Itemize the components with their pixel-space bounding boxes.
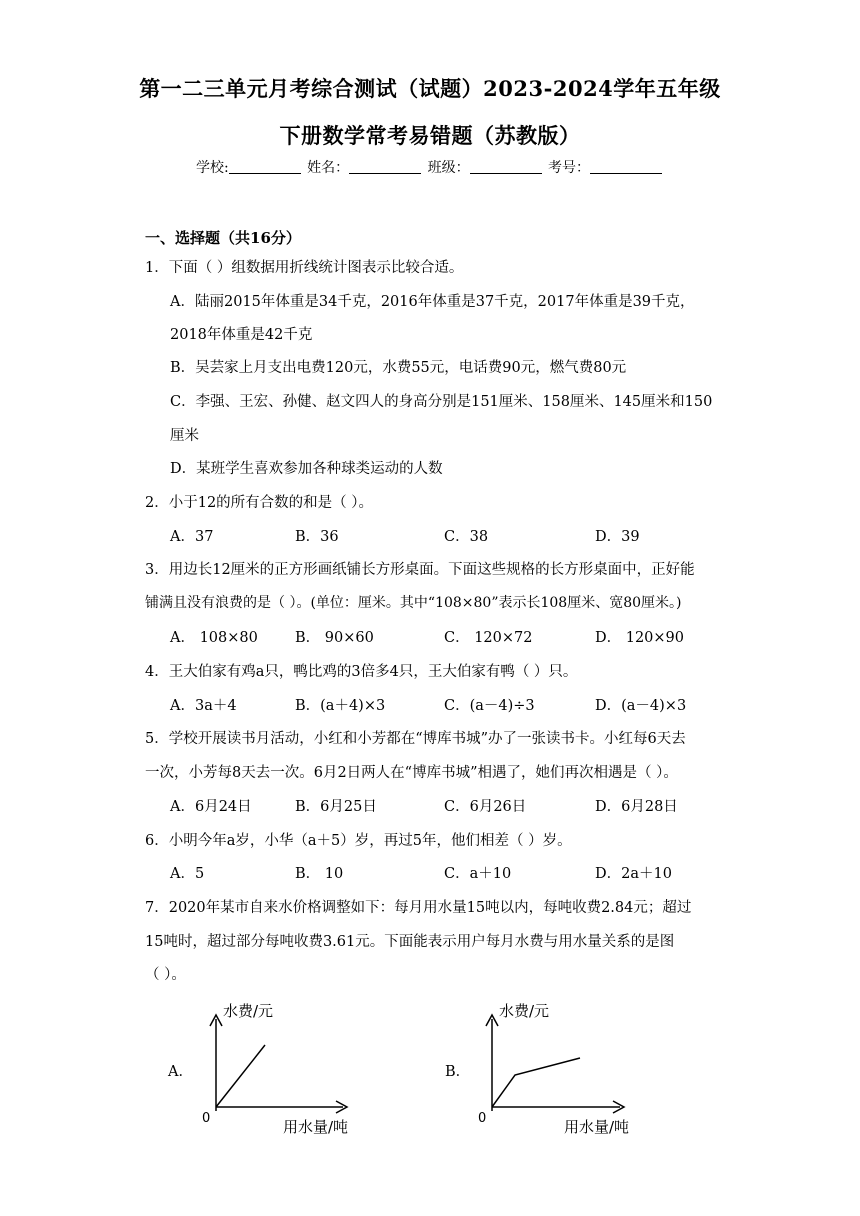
- q4-option-a: A．3a＋4: [170, 698, 237, 714]
- graph-a-origin: 0: [202, 1111, 211, 1126]
- graph-b-line: [492, 1058, 580, 1107]
- q3-option-d: D． 120×90: [595, 630, 685, 646]
- q1-option-a-line1: A．陆丽2015年体重是34千克，2016年体重是37千克，2017年体重是39千克，: [170, 294, 695, 310]
- graph-a-xlabel: 用水量/吨: [283, 1118, 349, 1136]
- q3-option-b: B． 90×60: [295, 630, 374, 646]
- q4-stem: 4．王大伯家有鸡a只，鸭比鸡的3倍多4只，王大伯家有鸭（ ）只。: [145, 664, 578, 680]
- q5-stem-line1: 5．学校开展读书月活动，小红和小芳都在“博库书城”办了一张读书卡。小红每6天去: [145, 731, 686, 747]
- q1-option-c-line1: C．李强、王宏、孙健、赵文四人的身高分别是151厘米、158厘米、145厘米和150: [170, 394, 713, 410]
- graph-b-origin: 0: [478, 1111, 487, 1126]
- q3-stem-line1: 3．用边长12厘米的正方形画纸铺长方形桌面。下面这些规格的长方形桌面中，正好能: [145, 562, 695, 578]
- q7-stem-line2: 15吨时，超过部分每吨收费3.61元。下面能表示用户每月水费与用水量关系的是图: [145, 934, 675, 950]
- graph-b-xlabel: 用水量/吨: [564, 1118, 630, 1136]
- class-label: 班级：: [427, 160, 470, 176]
- q1-stem: 1．下面（ ）组数据用折线统计图表示比较合适。: [145, 260, 464, 276]
- q1-option-a-line2: 2018年体重是42千克: [170, 327, 313, 343]
- q6-stem: 6．小明今年a岁，小华（a＋5）岁，再过5年，他们相差（ ）岁。: [145, 833, 572, 849]
- q2-option-c: C．38: [444, 529, 489, 545]
- q3-option-a: A． 108×80: [170, 630, 258, 646]
- name-blank[interactable]: [349, 159, 421, 174]
- graph-a-ylabel: 水费/元: [223, 1002, 274, 1020]
- title-line-1: 第一二三单元月考综合测试（试题）2023-2024学年五年级: [139, 76, 721, 101]
- title-line-2: 下册数学常考易错题（苏教版）: [279, 123, 581, 148]
- q5-stem-line2: 一次，小芳每8天去一次。6月2日两人在“博库书城”相遇了，她们再次相遇是（ ）。: [145, 765, 678, 781]
- exam-no-label: 考号：: [548, 160, 591, 176]
- q4-option-b: B．(a＋4)×3: [295, 698, 386, 714]
- q5-option-c: C．6月26日: [444, 799, 527, 815]
- q3-stem-line2: 铺满且没有浪费的是（ ）。(单位：厘米。其中“108×80”表示长108厘米、宽80厘米。): [145, 595, 682, 611]
- q7-graph-b: [474, 995, 649, 1140]
- exam-no-blank[interactable]: [590, 159, 662, 174]
- q6-option-a: A．5: [170, 866, 205, 882]
- school-label: 学校:: [195, 160, 229, 176]
- q7-stem-line1: 7．2020年某市自来水价格调整如下：每月用水量15吨以内，每吨收费2.84元；超过: [145, 900, 692, 916]
- student-info: [0, 157, 860, 177]
- q3-option-c: C． 120×72: [444, 630, 533, 646]
- q5-option-d: D．6月28日: [595, 799, 678, 815]
- q7-graph-a: [195, 995, 370, 1140]
- q6-option-d: D．2a＋10: [595, 866, 672, 882]
- q7-option-a-label[interactable]: A．: [168, 1064, 193, 1080]
- q4-option-d: D．(a－4)×3: [595, 698, 687, 714]
- q1-option-c-line2: 厘米: [170, 428, 199, 444]
- q6-option-b: B． 10: [295, 866, 344, 882]
- class-blank[interactable]: [470, 159, 542, 174]
- q2-option-b: B．36: [295, 529, 339, 545]
- school-blank[interactable]: [229, 159, 301, 174]
- q1-option-b: B．吴芸家上月支出电费120元，水费55元，电话费90元，燃气费80元: [170, 360, 627, 376]
- graph-a-line: [216, 1045, 265, 1107]
- q2-option-d: D．39: [595, 529, 640, 545]
- section-title: 一、选择题（共16分）: [145, 229, 301, 247]
- graph-b-ylabel: 水费/元: [499, 1002, 550, 1020]
- q5-option-a: A．6月24日: [170, 799, 252, 815]
- q1-option-d: D．某班学生喜欢参加各种球类运动的人数: [170, 461, 443, 477]
- q4-option-c: C．(a－4)÷3: [444, 698, 535, 714]
- q7-option-b-label[interactable]: B．: [445, 1064, 471, 1080]
- q6-option-c: C．a＋10: [444, 866, 512, 882]
- q5-option-b: B．6月25日: [295, 799, 377, 815]
- name-label: 姓名：: [307, 160, 350, 176]
- q2-stem: 2．小于12的所有合数的和是（ ）。: [145, 495, 374, 511]
- q7-stem-line3: （ ）。: [145, 967, 186, 983]
- q2-option-a: A．37: [170, 529, 214, 545]
